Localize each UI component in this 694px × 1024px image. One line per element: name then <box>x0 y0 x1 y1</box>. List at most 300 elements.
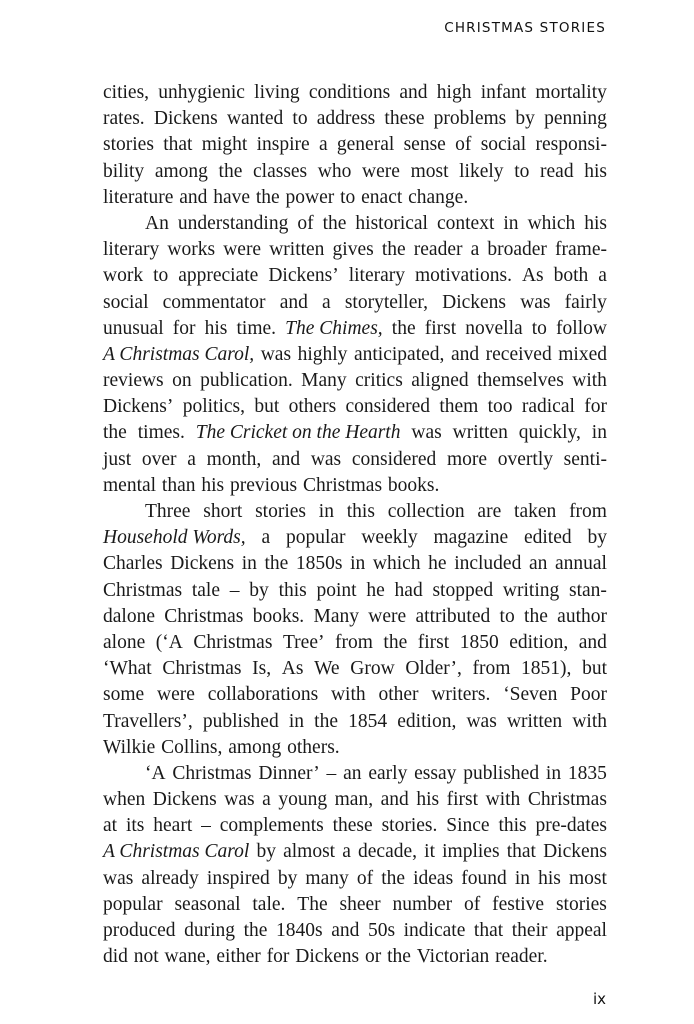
word: that <box>506 841 536 863</box>
text-line <box>103 499 607 525</box>
word: from <box>472 658 511 680</box>
word: Christmas <box>302 474 383 496</box>
word: included <box>454 553 522 575</box>
word: or <box>364 946 382 968</box>
word: Christmas <box>527 789 607 811</box>
word: the <box>524 605 548 627</box>
word: them <box>439 396 479 418</box>
word: and <box>179 186 208 208</box>
word: the <box>383 631 408 653</box>
word: collaborations <box>207 684 319 706</box>
word: most <box>410 160 449 182</box>
word: stories <box>555 893 607 915</box>
word: both <box>553 265 589 287</box>
word: dalone <box>103 605 155 627</box>
word: more <box>446 448 488 470</box>
word: aligned <box>411 370 469 392</box>
word: to <box>531 317 547 339</box>
word: he <box>366 579 385 601</box>
running-head: CHRISTMAS STORIES <box>444 20 606 36</box>
word: literature <box>103 186 174 208</box>
word: on <box>172 370 192 392</box>
text-line <box>103 604 607 630</box>
word: annual <box>554 553 607 575</box>
word: wane, <box>164 946 211 968</box>
word: frame- <box>555 239 607 261</box>
word: written <box>506 710 563 732</box>
word: which <box>527 212 576 234</box>
word: mortality <box>535 82 607 103</box>
word: sense <box>403 134 446 156</box>
word: penning <box>544 108 607 130</box>
word: As <box>521 265 544 287</box>
word: 1840s <box>276 920 323 941</box>
word: social <box>103 291 149 313</box>
word: and <box>271 448 301 470</box>
text-line <box>103 813 607 839</box>
word: in <box>241 553 257 575</box>
word: popular <box>103 893 163 915</box>
word: power <box>285 186 335 208</box>
text-line <box>103 578 607 604</box>
word: attributed <box>415 605 491 627</box>
word: with <box>485 789 521 811</box>
word: understanding <box>177 212 289 234</box>
word: was <box>224 789 255 811</box>
text-line <box>103 918 607 944</box>
word: conditions <box>308 82 391 103</box>
word: edition, <box>397 710 457 732</box>
word: high <box>436 82 472 103</box>
word: this <box>278 579 307 601</box>
word: Christmas <box>172 762 252 784</box>
word: received <box>485 343 552 365</box>
word: inspired <box>206 867 270 889</box>
word: 1851), <box>521 658 572 680</box>
word: Tree’ <box>282 631 325 653</box>
word: either <box>216 946 261 968</box>
word: mixed <box>558 343 607 365</box>
word: for <box>584 396 607 418</box>
word: Household Words, <box>103 527 246 549</box>
word: unhygienic <box>158 82 245 103</box>
word: fairly <box>564 291 607 313</box>
word: author <box>557 605 607 627</box>
word: themselves <box>477 370 564 392</box>
word: mental <box>103 474 157 496</box>
text-line <box>103 656 607 682</box>
word: from <box>569 501 607 522</box>
word: this <box>346 501 375 522</box>
word: was <box>310 448 342 470</box>
word: of <box>297 212 314 234</box>
word: Dickens <box>152 789 217 811</box>
body-text <box>103 80 607 970</box>
word: the <box>387 946 411 968</box>
word: Many <box>313 605 359 627</box>
word: decade, <box>358 841 418 863</box>
word: a <box>318 134 328 156</box>
word: Many <box>301 370 347 392</box>
word: Victorian <box>416 946 490 968</box>
word: already <box>141 867 199 889</box>
word: Dinner’ <box>258 762 320 784</box>
word: Since <box>446 815 490 837</box>
word: a <box>322 291 331 313</box>
word: reader. <box>495 946 548 968</box>
word: a <box>261 527 271 549</box>
word: read <box>540 160 574 182</box>
word: of <box>356 867 374 889</box>
word: Charles <box>103 553 163 575</box>
word: and <box>450 343 480 365</box>
word: An <box>145 212 169 234</box>
word: heart <box>153 815 193 837</box>
word: stories. <box>381 815 438 837</box>
word: a <box>187 448 196 470</box>
word: Dickens’ <box>268 265 339 287</box>
text-line <box>103 185 607 211</box>
word: his <box>416 789 440 811</box>
word: during <box>184 920 236 941</box>
word: short <box>203 501 243 522</box>
word: social <box>480 134 527 156</box>
text-line <box>103 132 607 158</box>
word: have <box>213 186 251 208</box>
word: these <box>384 108 425 130</box>
word: responsi- <box>535 134 607 156</box>
word: others. <box>287 736 340 758</box>
word: among <box>154 160 208 182</box>
word: popular <box>285 527 346 549</box>
text-line <box>103 290 607 316</box>
word: Is, <box>252 658 272 680</box>
word: alone <box>103 631 146 653</box>
word: We <box>314 658 340 680</box>
word: but <box>254 396 280 418</box>
word: wanted <box>226 108 284 130</box>
word: a <box>470 239 480 261</box>
word: edition, <box>509 631 569 653</box>
word: in <box>288 710 305 732</box>
word: appreciate <box>178 265 259 287</box>
word: follow <box>556 317 607 339</box>
word: writers. <box>431 684 491 706</box>
word: almost <box>283 841 336 863</box>
word: 1835 <box>567 762 607 784</box>
word: its <box>125 815 145 837</box>
word: implies <box>442 841 500 863</box>
text-line <box>103 394 607 420</box>
word: Dickens <box>295 946 360 968</box>
word: address <box>316 108 376 130</box>
word: the <box>218 160 243 182</box>
word: the <box>322 212 347 234</box>
word: an <box>528 553 548 575</box>
word: to <box>340 186 356 208</box>
word: in <box>318 501 334 522</box>
text-line <box>103 839 607 865</box>
word: reader <box>413 239 463 261</box>
word: classes <box>253 160 308 182</box>
word: with <box>330 684 366 706</box>
word: critics <box>355 370 403 392</box>
word: a <box>598 265 607 287</box>
word: time. <box>236 317 277 339</box>
word: that <box>163 134 193 156</box>
word: the <box>391 317 416 339</box>
word: senti- <box>563 448 607 470</box>
word: man, <box>334 789 374 811</box>
word: essay <box>414 762 457 784</box>
word: a <box>262 789 271 811</box>
word: by <box>249 579 269 601</box>
word: stopped <box>432 579 494 601</box>
word: overtly <box>497 448 553 470</box>
word: to <box>153 265 169 287</box>
text-line <box>103 892 607 918</box>
text-line <box>103 787 607 813</box>
word: for <box>172 317 196 339</box>
word: first <box>446 789 479 811</box>
word: in <box>350 553 366 575</box>
word: A Christmas Carol <box>103 841 250 863</box>
word: considered <box>351 448 437 470</box>
word: A Christmas Carol, <box>103 343 255 365</box>
page-number: ix <box>592 990 606 1008</box>
word: found <box>461 867 507 889</box>
word: in <box>503 212 519 234</box>
word: – <box>229 579 240 601</box>
word: novella <box>465 317 523 339</box>
word: radical <box>521 396 575 418</box>
word: are <box>477 501 502 522</box>
word: and <box>331 920 360 941</box>
word: others <box>288 396 337 418</box>
word: to <box>499 605 515 627</box>
text-line <box>103 447 607 473</box>
word: The <box>297 893 328 915</box>
word: 1854 <box>348 710 388 732</box>
word: point <box>316 579 357 601</box>
word: were <box>362 160 400 182</box>
word: ideas <box>413 867 454 889</box>
word: – <box>201 815 211 837</box>
text-line <box>103 420 607 446</box>
word: the <box>243 920 268 941</box>
word: indicate <box>403 920 466 941</box>
text-line <box>103 682 607 708</box>
word: in <box>591 422 607 444</box>
word: among <box>228 736 282 758</box>
word: than <box>161 474 196 496</box>
word: not <box>133 946 159 968</box>
word: and <box>399 82 428 103</box>
word: quickly, <box>518 422 581 444</box>
word: for <box>266 946 290 968</box>
word: by <box>515 108 535 130</box>
text-line <box>103 368 607 394</box>
word: infant <box>480 82 527 103</box>
word: he <box>428 553 447 575</box>
text-line <box>103 211 607 237</box>
word: were <box>156 684 195 706</box>
word: an <box>343 762 362 784</box>
word: cities, <box>103 82 150 103</box>
word: the <box>264 553 289 575</box>
word: this <box>498 815 527 837</box>
word: some <box>103 684 145 706</box>
word: anticipated, <box>353 343 445 365</box>
word: reviews <box>103 370 164 392</box>
word: his <box>538 867 561 889</box>
word: in <box>545 762 562 784</box>
word: was <box>260 343 292 365</box>
word: Dickens’ <box>103 396 174 418</box>
word: edited <box>523 527 572 549</box>
word: complements <box>219 815 324 837</box>
word: works <box>167 239 216 261</box>
word: The Cricket on the Hearth <box>195 422 401 444</box>
word: was <box>103 867 134 889</box>
word: Christmas <box>164 605 244 627</box>
word: written <box>269 239 325 261</box>
text-line <box>103 473 607 499</box>
word: 50s <box>367 920 396 941</box>
word: the <box>314 710 338 732</box>
word: the <box>381 239 406 261</box>
word: Christmas <box>193 631 273 653</box>
word: change. <box>408 186 469 208</box>
word: stories <box>255 501 306 522</box>
word: ‘A <box>145 762 166 784</box>
text-line <box>103 944 607 970</box>
text-line <box>103 709 607 735</box>
word: the <box>381 867 406 889</box>
word: appeal <box>556 920 607 941</box>
word: Dickens <box>442 291 507 313</box>
word: collection <box>387 501 465 522</box>
word: and <box>279 291 308 313</box>
word: storyteller, <box>344 291 428 313</box>
word: Dickens <box>170 553 235 575</box>
text-line <box>103 630 607 656</box>
text-line <box>103 735 607 761</box>
word: – <box>326 762 337 784</box>
word: Three <box>145 501 191 522</box>
word: living <box>254 82 300 103</box>
word: stan- <box>569 579 607 601</box>
word: did <box>103 946 128 968</box>
word: published <box>202 710 279 732</box>
word: month, <box>206 448 262 470</box>
word: first <box>417 631 450 653</box>
word: context <box>436 212 495 234</box>
word: commentator <box>162 291 266 313</box>
text-line <box>103 316 607 342</box>
text-line <box>103 761 607 787</box>
word: with <box>572 710 607 732</box>
word: magazine <box>433 527 509 549</box>
word: general <box>336 134 395 156</box>
word: books. <box>252 605 305 627</box>
word: seasonal <box>174 893 241 915</box>
word: at <box>103 815 118 837</box>
word: his <box>584 160 607 182</box>
word: Dickens <box>153 108 218 130</box>
word: Grow <box>350 658 395 680</box>
word: these <box>332 815 373 837</box>
word: unusual <box>103 317 164 339</box>
word: just <box>103 448 132 470</box>
word: Christmas <box>103 579 183 601</box>
word: the <box>103 422 127 444</box>
word: published <box>463 762 540 784</box>
word: who <box>317 160 352 182</box>
word: writing <box>502 579 560 601</box>
word: to <box>514 160 530 182</box>
word: festive <box>492 893 545 915</box>
word: most <box>569 867 607 889</box>
word: and <box>380 789 409 811</box>
word: written <box>452 422 508 444</box>
word: but <box>582 658 607 680</box>
word: early <box>368 762 408 784</box>
text-line <box>103 525 607 551</box>
word: Older’, <box>405 658 462 680</box>
word: their <box>511 920 548 941</box>
word: was <box>520 291 551 313</box>
word: when <box>103 789 146 811</box>
word: taken <box>514 501 557 522</box>
word: by <box>256 841 276 863</box>
word: The Chimes, <box>285 317 383 339</box>
word: that <box>473 920 504 941</box>
word: Travellers’, <box>103 710 193 732</box>
word: literary <box>348 265 406 287</box>
word: likely <box>459 160 504 182</box>
word: (‘A <box>155 631 183 653</box>
word: sheer <box>339 893 381 915</box>
word: was <box>466 710 497 732</box>
word: motivations. <box>415 265 512 287</box>
word: 1850 <box>459 631 499 653</box>
word: his <box>204 317 228 339</box>
word: inspire <box>256 134 310 156</box>
word: of <box>455 134 472 156</box>
word: tale <box>191 579 221 601</box>
word: previous <box>229 474 298 496</box>
word: enact <box>361 186 403 208</box>
word: produced <box>103 920 176 941</box>
word: from <box>335 631 373 653</box>
word: Poor <box>570 684 607 706</box>
word: his <box>584 212 607 234</box>
text-line <box>103 80 607 106</box>
word: problems <box>433 108 507 130</box>
word: tale. <box>252 893 286 915</box>
word: work <box>103 265 144 287</box>
text-line <box>103 866 607 892</box>
text-line <box>103 159 607 185</box>
word: considered <box>345 396 430 418</box>
word: As <box>281 658 304 680</box>
word: books. <box>387 474 440 496</box>
word: bility <box>103 160 145 182</box>
text-line <box>103 106 607 132</box>
word: highly <box>297 343 348 365</box>
word: historical <box>355 212 428 234</box>
